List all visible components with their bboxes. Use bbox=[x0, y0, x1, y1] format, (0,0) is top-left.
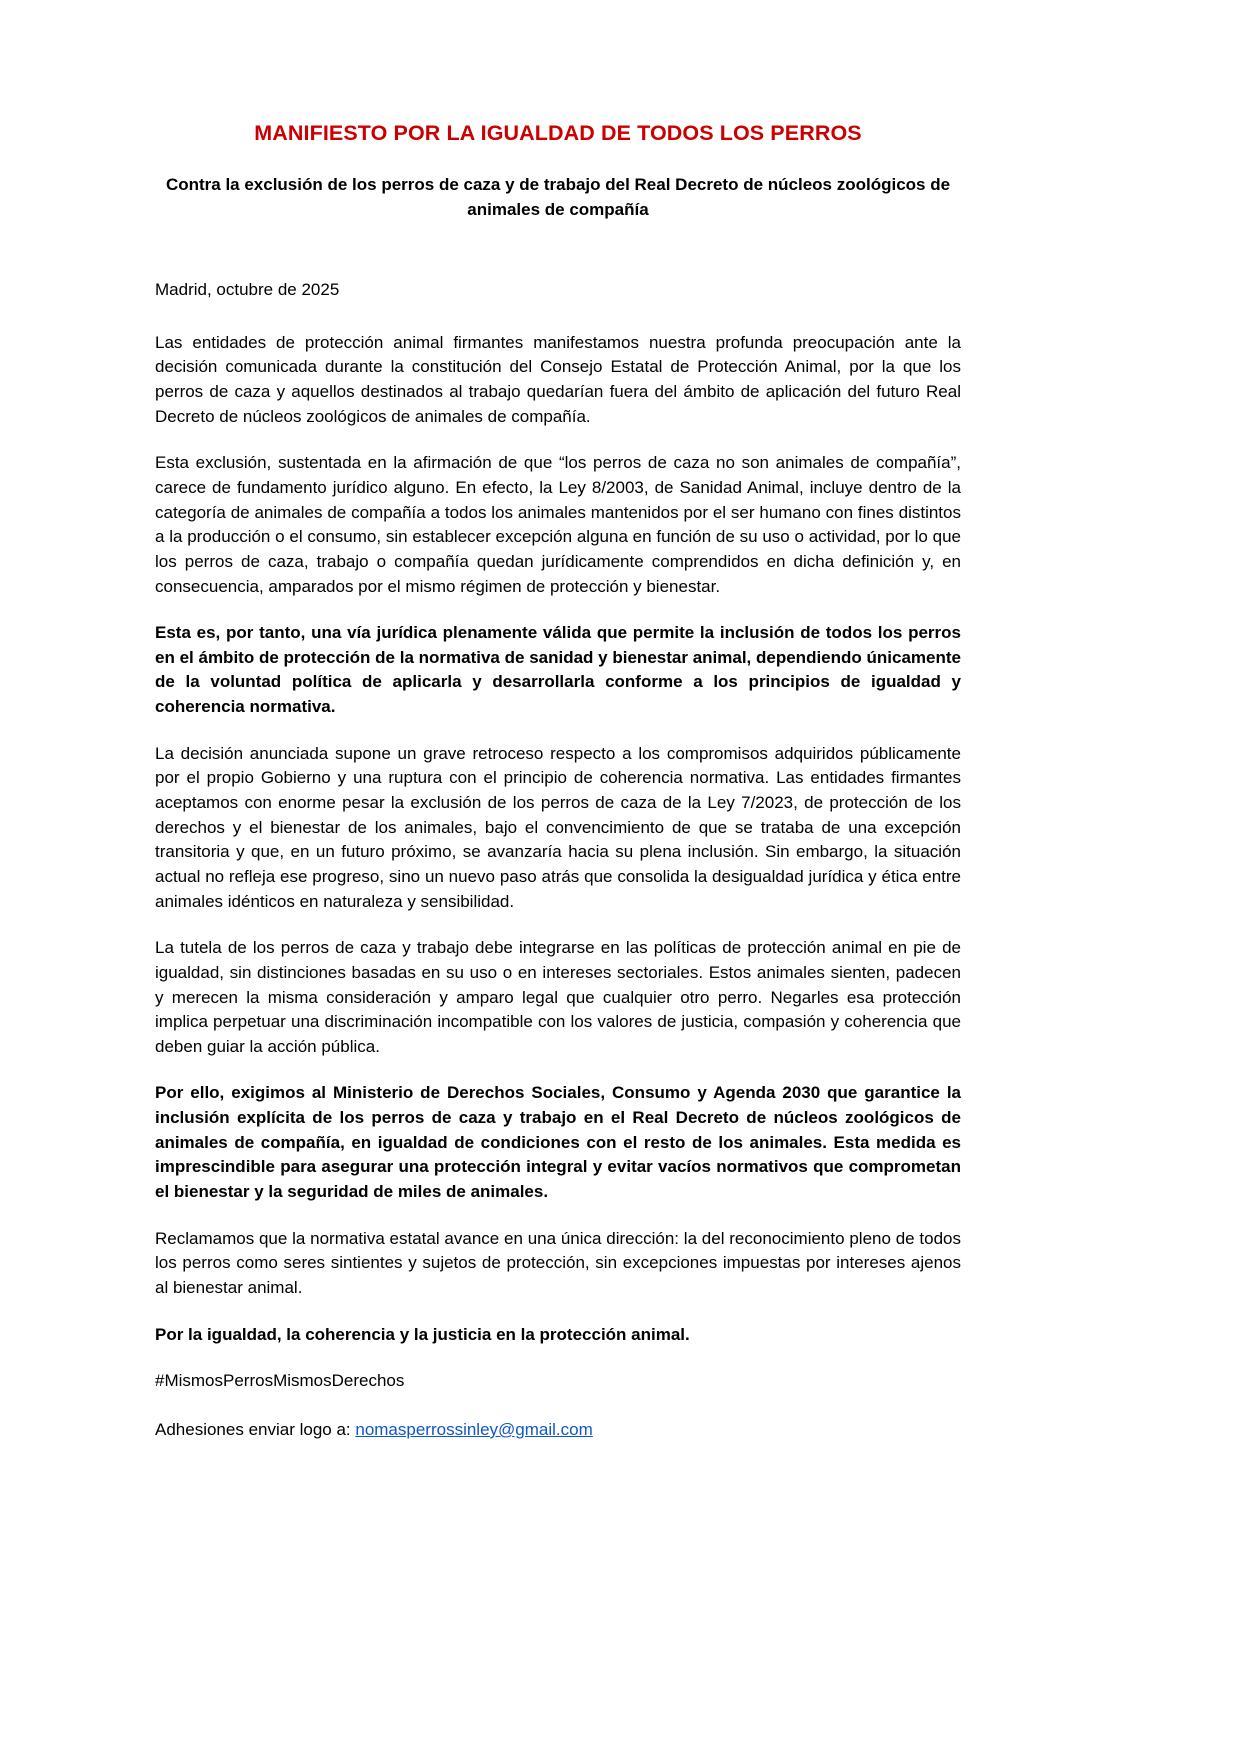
paragraph-5: La tutela de los perros de caza y trabajo debe integrarse en las políticas de protección animal en pie de igualdad, sin distinciones basadas en su uso o en intereses sectoriales. Estos animales sienten, padecen y merecen la misma consideración y amparo legal que cualquier otro perro. Negarles esa protección implica perpetuar una discriminación incompatible con los valores de justicia, compasión y coherencia que deben guiar la acción pública. bbox=[155, 938, 961, 1056]
paragraph-3-emphasis: Esta es, por tanto, una vía jurídica plenamente válida que permite la inclusión de todos los perros en el ámbito de protección de la normativa de sanidad y bienestar animal, dependiendo únicamente de la voluntad política de aplicarla y desarrollarla conforme a los principios de igualdad y coherencia normativa. bbox=[155, 623, 961, 717]
adhesion-label: Adhesiones enviar logo a: bbox=[155, 1419, 356, 1439]
contact-email-link[interactable]: nomasperrossinley@gmail.com bbox=[355, 1419, 593, 1439]
date-line: Madrid, octubre de 2025 bbox=[155, 280, 340, 300]
hashtag-line: #MismosPerrosMismosDerechos bbox=[155, 1371, 405, 1391]
adhesion-line bbox=[155, 1418, 961, 1443]
paragraph-4: La decisión anunciada supone un grave retroceso respecto a los compromisos adquiridos públicamente por el propio Gobierno y una ruptura con el principio de coherencia normativa. Las entidades firmantes aceptamos con enorme pesar la exclusión de los perros de caza de la Ley 7/2023, de protección de los derechos y el bienestar de los animales, bajo el convencimiento de que se trataba de una excepción transitoria y que, en un futuro próximo, se avanzaría hacia su plena inclusión. Sin embargo, la situación actual no refleja ese progreso, sino un nuevo paso atrás que consolida la desigualdad jurídica y ética entre animales idénticos en naturaleza y sensibilidad. bbox=[155, 743, 961, 911]
paragraph-7: Reclamamos que la normativa estatal avance en una única dirección: la del reconocimiento pleno de todos los perros como seres sintientes y sujetos de protección, sin excepciones impuestas por intereses ajenos al bienestar animal. bbox=[155, 1228, 961, 1297]
paragraph-2: Esta exclusión, sustentada en la afirmación de que “los perros de caza no son animales de compañía”, carece de fundamento jurídico alguno. En efecto, la Ley 8/2003, de Sanidad Animal, incluye dentro de la categoría de animales de compañía a todos los animales mantenidos por el ser humano con fines distintos a la producción o el consumo, sin establecer excepción alguna en función de su uso o actividad, por lo que los perros de caza, trabajo o compañía quedan jurídicamente comprendidos en dicha definición y, en consecuencia, amparados por el mismo régimen de protección y bienestar. bbox=[155, 453, 961, 596]
closing-statement: Por la igualdad, la coherencia y la justicia en la protección animal. bbox=[155, 1324, 690, 1344]
page-title: MANIFIESTO POR LA IGUALDAD DE TODOS LOS PERROS bbox=[254, 121, 862, 145]
document-subtitle: Contra la exclusión de los perros de caza y de trabajo del Real Decreto de núcleos zoológicos de animales de compañía bbox=[165, 174, 951, 219]
paragraph-6-demand: Por ello, exigimos al Ministerio de Derechos Sociales, Consumo y Agenda 2030 que garantice la inclusión explícita de los perros de caza y trabajo en el Real Decreto de núcleos zoológicos de animales de compañía, en igualdad de condiciones con el resto de los animales. Esta medida es imprescindible para asegurar una protección integral y evitar vacíos normativos que comprometan el bienestar y la seguridad de miles de animales. bbox=[155, 1083, 961, 1202]
document-content bbox=[155, 120, 961, 1443]
paragraph-1: Las entidades de protección animal firmantes manifestamos nuestra profunda preocupación ante la decisión comunicada durante la constitución del Consejo Estatal de Protección Animal, por la que los perros de caza y aquellos destinados al trabajo quedarían fuera del ámbito de aplicación del futuro Real Decreto de núcleos zoológicos de animales de compañía. bbox=[155, 332, 961, 426]
